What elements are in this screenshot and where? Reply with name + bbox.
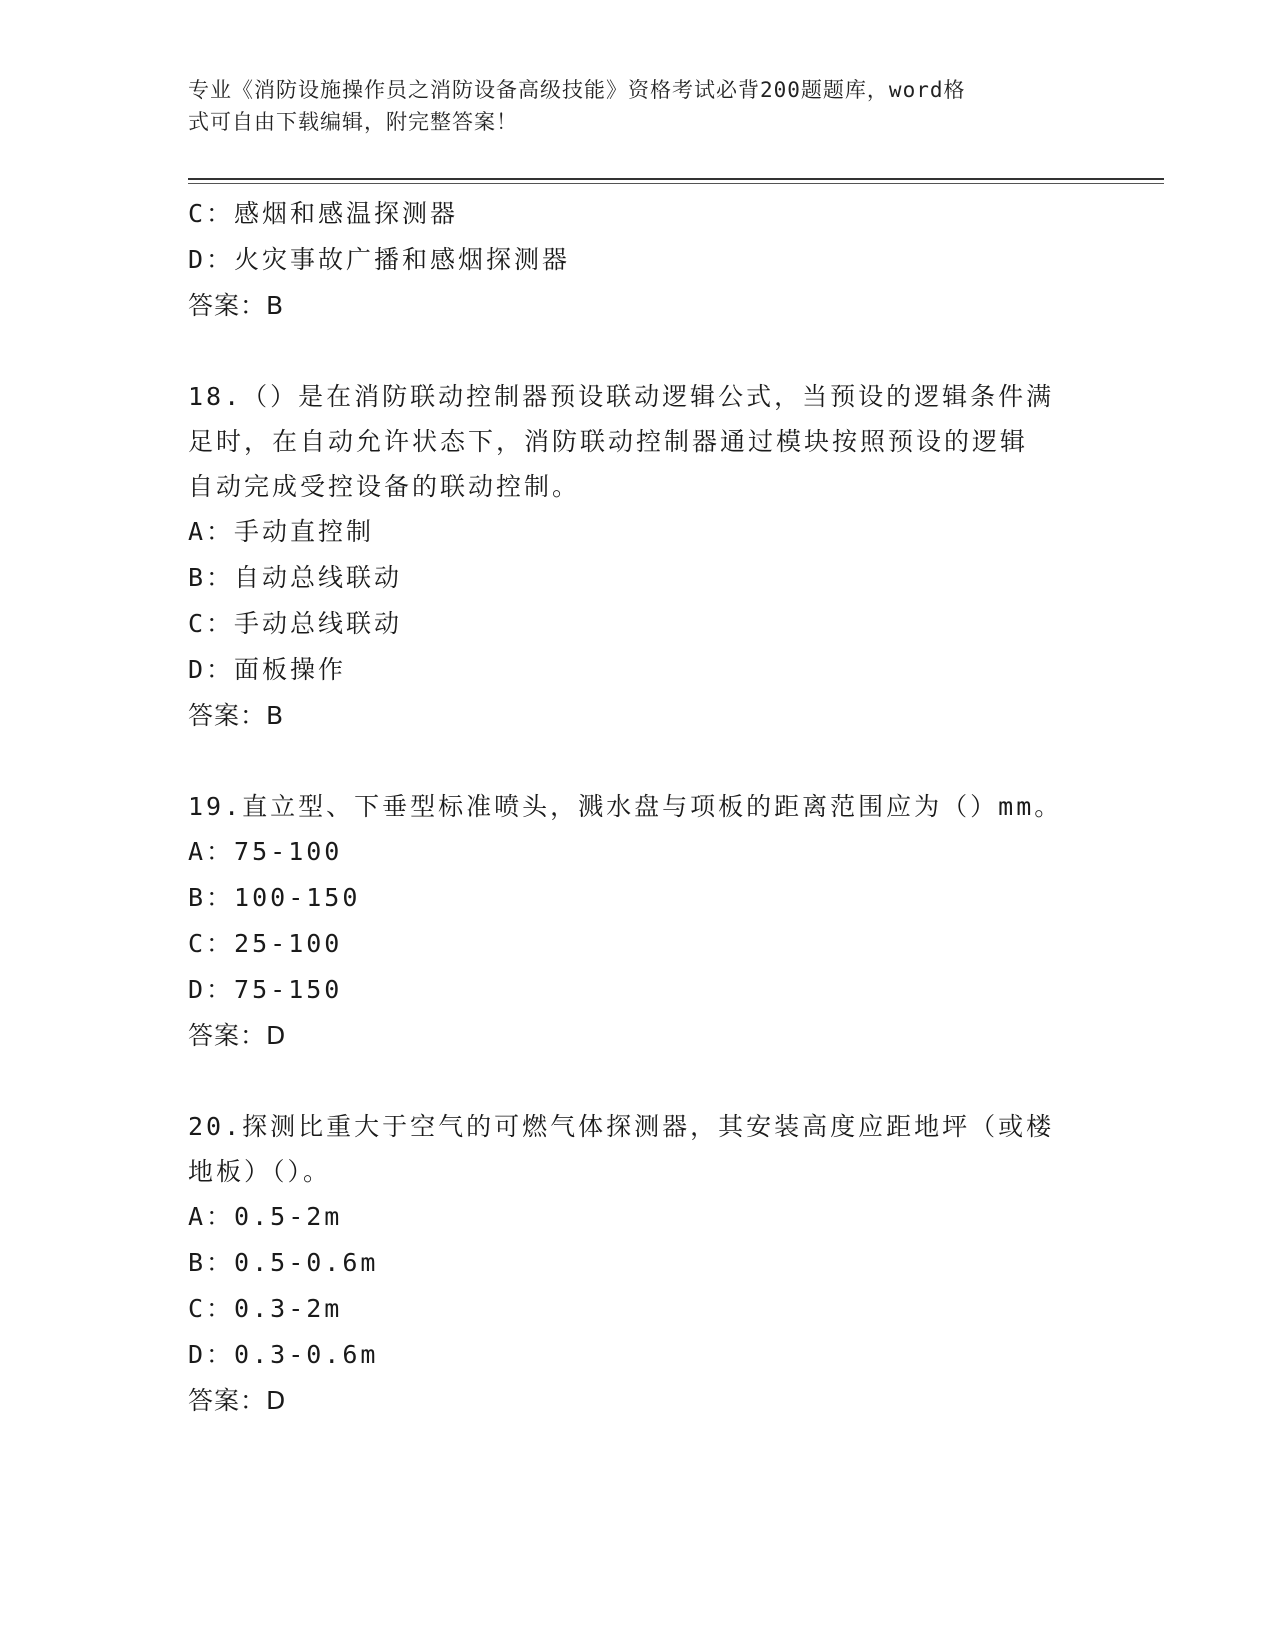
question-stem-line: 自动完成受控设备的联动控制。 bbox=[188, 472, 581, 501]
question-stem-line: 19.直立型、下垂型标准喷头，溅水盘与项板的距离范围应为（）mm。 bbox=[188, 792, 1063, 821]
question-stem-line: 18.（）是在消防联动控制器预设联动逻辑公式，当预设的逻辑条件满 bbox=[188, 382, 1055, 411]
option-c: C：手动总线联动 bbox=[188, 609, 403, 638]
option-d: D：面板操作 bbox=[188, 655, 347, 684]
question-spacer bbox=[188, 329, 1088, 374]
question-18 bbox=[188, 374, 1088, 739]
header-line-1: 专业《消防设施操作员之消防设备高级技能》资格考试必背200题题库，word格 bbox=[188, 78, 966, 102]
option-c: C：0.3-2m bbox=[188, 1294, 343, 1323]
document-header bbox=[188, 74, 1078, 138]
header-divider-thick bbox=[188, 178, 1164, 180]
question-stem-line: 足时，在自动允许状态下，消防联动控制器通过模块按照预设的逻辑 bbox=[188, 427, 1029, 456]
header-divider-thin bbox=[188, 183, 1164, 184]
option-a: A：75-100 bbox=[188, 837, 343, 866]
answer-line: 答案：B bbox=[188, 291, 285, 320]
question-17-continued bbox=[188, 191, 1088, 329]
option-b: B：自动总线联动 bbox=[188, 563, 403, 592]
question-spacer bbox=[188, 1059, 1088, 1104]
option-d: D：火灾事故广播和感烟探测器 bbox=[188, 245, 571, 274]
option-d: D：75-150 bbox=[188, 975, 343, 1004]
answer-line: 答案：D bbox=[188, 1021, 287, 1050]
option-c: C：感烟和感温探测器 bbox=[188, 199, 459, 228]
question-spacer bbox=[188, 739, 1088, 784]
option-a: A：手动直控制 bbox=[188, 517, 375, 546]
question-list bbox=[188, 191, 1088, 1424]
option-d: D：0.3-0.6m bbox=[188, 1340, 379, 1369]
option-c: C：25-100 bbox=[188, 929, 343, 958]
question-stem-line: 20.探测比重大于空气的可燃气体探测器，其安装高度应距地坪（或楼 bbox=[188, 1112, 1055, 1141]
option-b: B：100-150 bbox=[188, 883, 361, 912]
option-a: A：0.5-2m bbox=[188, 1202, 343, 1231]
option-b: B：0.5-0.6m bbox=[188, 1248, 379, 1277]
question-20 bbox=[188, 1104, 1088, 1424]
question-stem-line: 地板）（）。 bbox=[188, 1157, 332, 1186]
header-line-2: 式可自由下载编辑，附完整答案！ bbox=[188, 110, 518, 134]
answer-line: 答案：D bbox=[188, 1386, 287, 1415]
question-19 bbox=[188, 784, 1088, 1059]
answer-line: 答案：B bbox=[188, 701, 285, 730]
